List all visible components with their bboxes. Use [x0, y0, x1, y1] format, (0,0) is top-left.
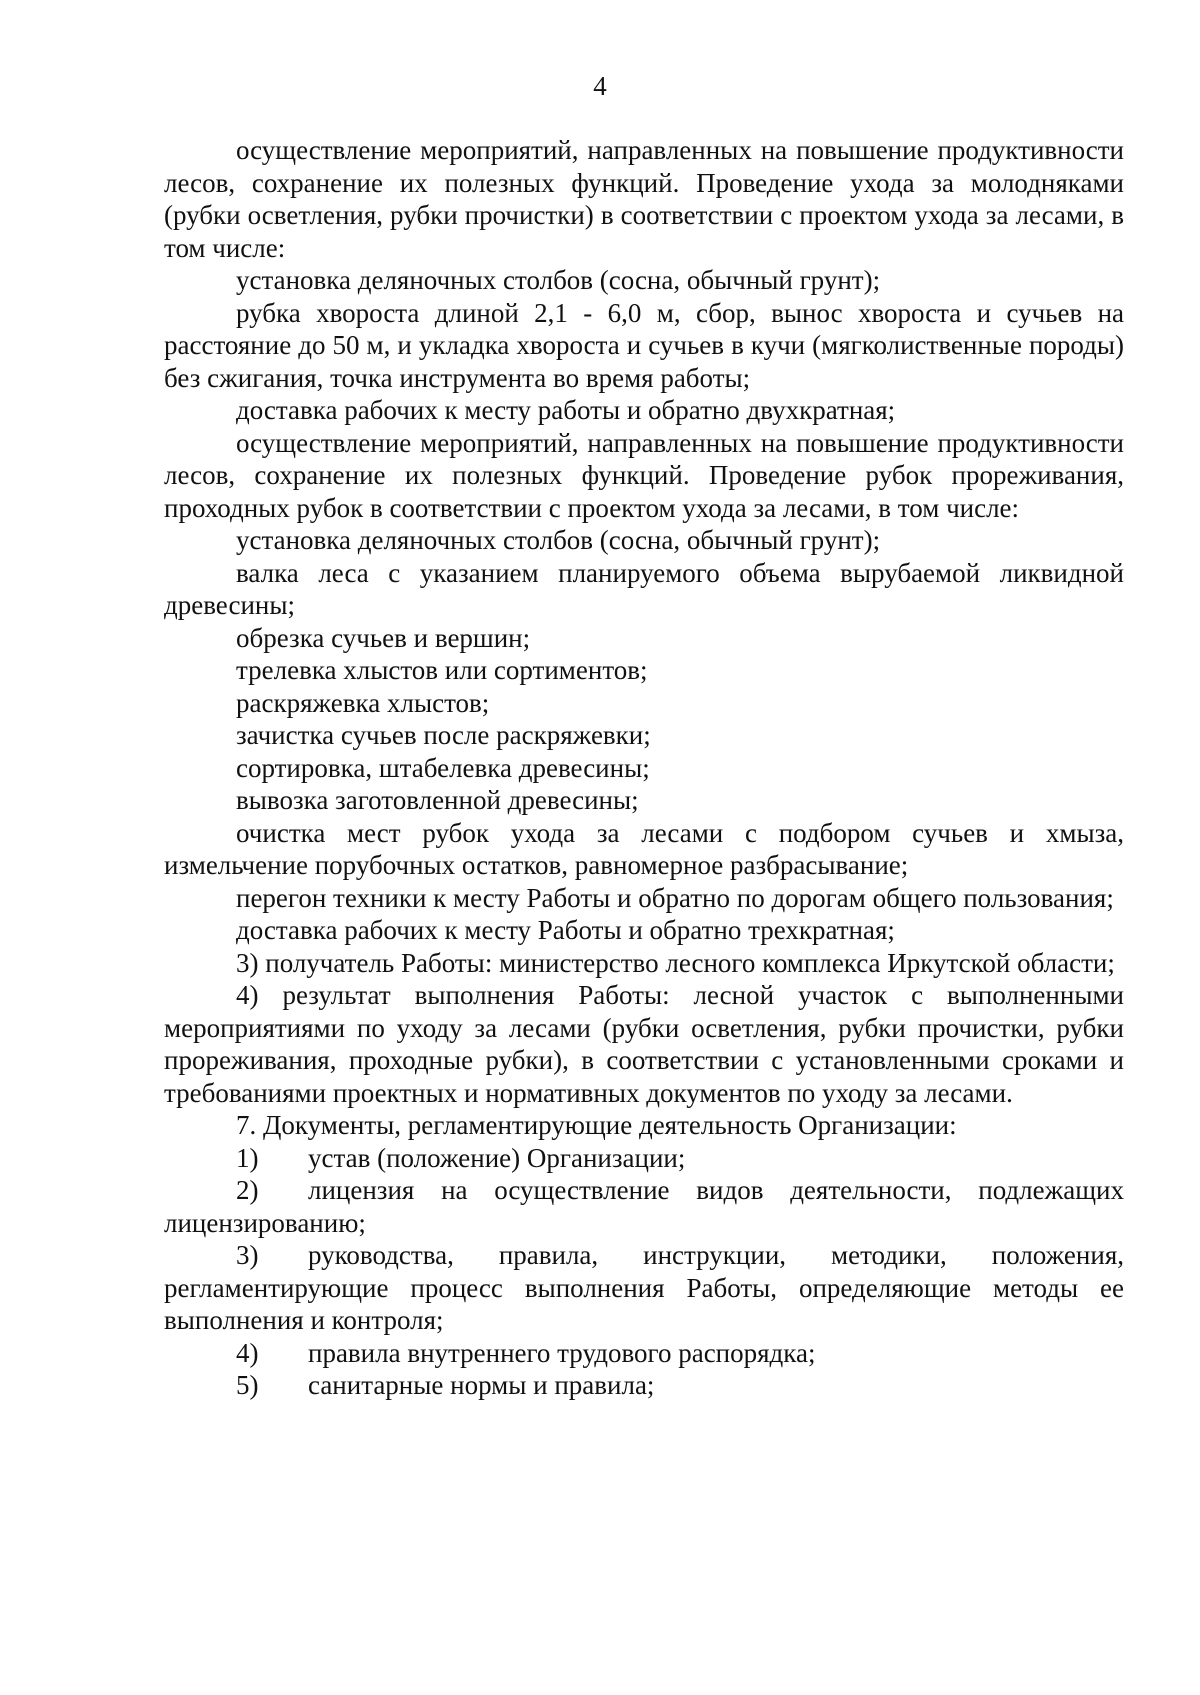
list-item-text: лицензия на осуществление видов деятельности, подлежащих лицензированию;	[164, 1175, 1124, 1238]
paragraph: валка леса с указанием планируемого объема вырубаемой ликвидной древесины;	[164, 557, 1124, 620]
list-item	[164, 1337, 1124, 1370]
paragraph: осуществление мероприятий, направленных на повышение продуктивности лесов, сохранение их полезных функций. Проведение рубок прореживания, проходных рубок в соответствии с проектом ухода за лесами, в том числе:	[164, 427, 1124, 523]
list-item	[164, 1239, 1124, 1337]
paragraph: перегон техники к месту Работы и обратно по дорогам общего пользования;	[236, 882, 1114, 913]
paragraph: доставка рабочих к месту Работы и обратно трехкратная;	[236, 915, 895, 945]
list-item-text: устав (положение) Организации;	[308, 1142, 686, 1173]
paragraph: сортировка, штабелевка древесины;	[236, 752, 650, 783]
list-item-number: 2)	[236, 1175, 259, 1205]
list-item-number: 5)	[236, 1370, 259, 1400]
list-item-text: правила внутреннего трудового распорядка;	[308, 1337, 816, 1368]
paragraph: очистка мест рубок ухода за лесами с подбором сучьев и хмыза, измельчение порубочных остатков, равномерное разбрасывание;	[164, 817, 1124, 880]
list-item-number: 1)	[236, 1142, 259, 1173]
section-heading: 7. Документы, регламентирующие деятельность Организации:	[236, 1110, 957, 1140]
paragraph: рубка хвороста длиной 2,1 - 6,0 м, сбор, вынос хвороста и сучьев на расстояние до 50 м, и укладка хвороста и сучьев в кучи (мягколиственные породы) без сжигания, точка инструмента во время работы;	[164, 297, 1124, 393]
paragraph: вывозка заготовленной древесины;	[236, 785, 639, 815]
paragraph: трелевка хлыстов или сортиментов;	[236, 655, 648, 685]
document-body	[164, 134, 1124, 1402]
list-item	[164, 1142, 1124, 1175]
paragraph: 3) получатель Работы: министерство лесного комплекса Иркутской области;	[236, 947, 1115, 978]
list-item	[164, 1174, 1124, 1239]
list-item-number: 4)	[236, 1337, 259, 1368]
paragraph: раскряжевка хлыстов;	[236, 687, 490, 718]
paragraph: обрезка сучьев и вершин;	[236, 622, 531, 653]
paragraph: установка деляночных столбов (сосна, обычный грунт);	[236, 265, 881, 295]
paragraph: 4) результат выполнения Работы: лесной участок с выполненными мероприятиями по уходу за лесами (рубки осветления, рубки прочистки, рубки прореживания, проходные рубки), в соответствии с установленными сроками и требованиями проектных и нормативных документов по уходу за лесами.	[164, 980, 1124, 1108]
paragraph: осуществление мероприятий, направленных на повышение продуктивности лесов, сохранение их полезных функций. Проведение ухода за молодняками (рубки осветления, рубки прочистки) в соответствии с проектом ухода за лесами, в том числе:	[164, 135, 1124, 263]
paragraph: установка деляночных столбов (сосна, обычный грунт);	[236, 525, 881, 555]
list-item-text: санитарные нормы и правила;	[308, 1370, 655, 1400]
list-item-text: руководства, правила, инструкции, методики, положения, регламентирующие процесс выполнения Работы, определяющие методы ее выполнения и контроля;	[164, 1240, 1124, 1335]
list-item-number: 3)	[236, 1240, 259, 1270]
list-item	[164, 1369, 1124, 1402]
paragraph: доставка рабочих к месту работы и обратно двухкратная;	[236, 395, 896, 425]
page-number: 4	[593, 71, 607, 101]
paragraph: зачистка сучьев после раскряжевки;	[236, 720, 651, 750]
